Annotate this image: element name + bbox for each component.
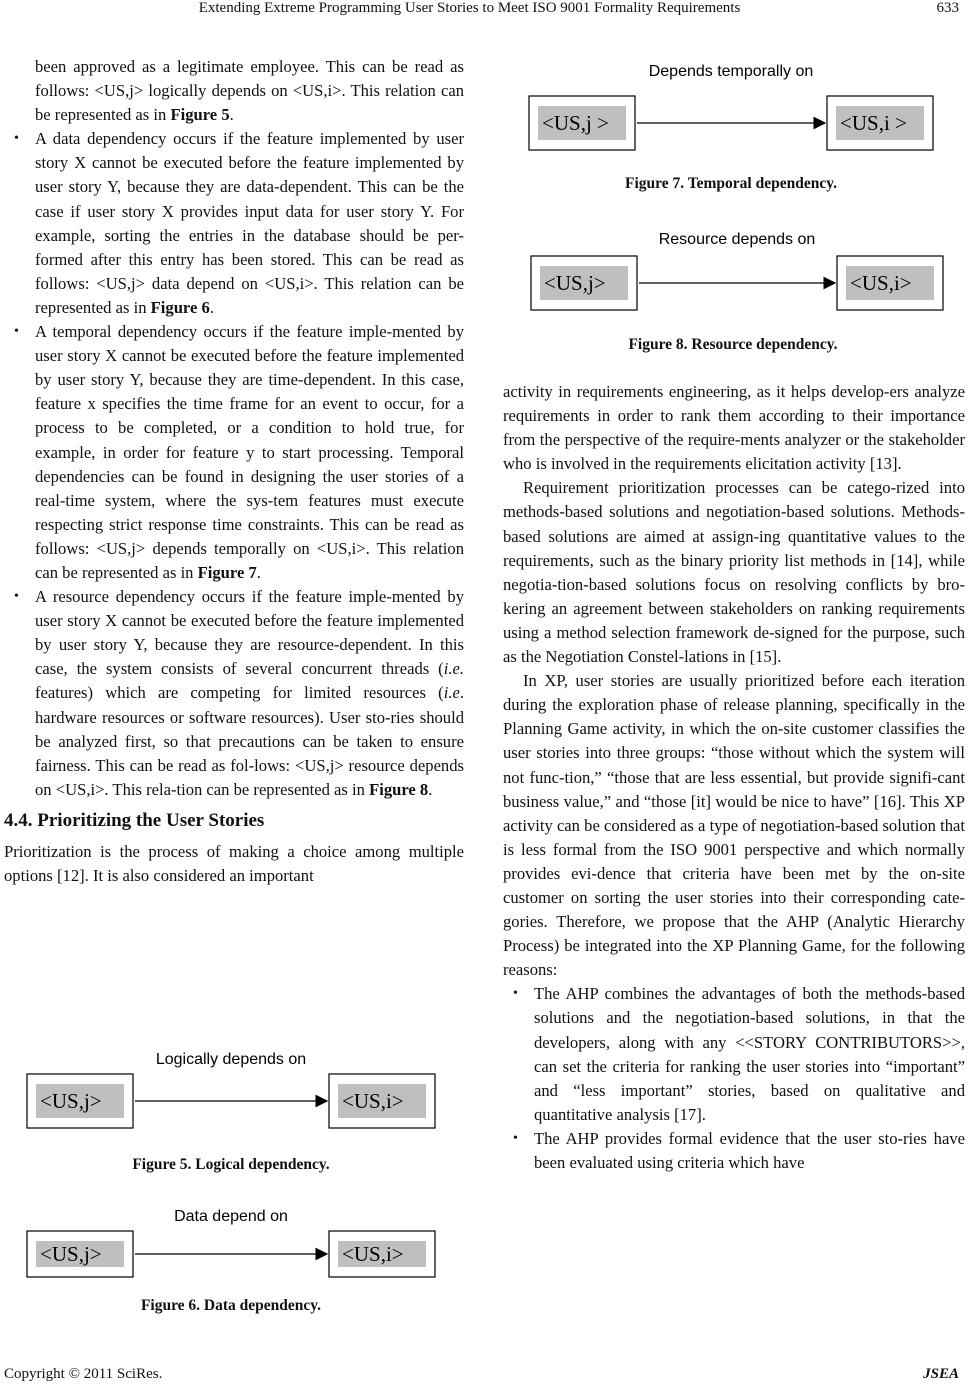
dependency-diagram xyxy=(530,226,944,312)
figure-5 xyxy=(26,1046,436,1130)
bullet-data-dependency: • A data dependency occurs if the feature implemented by user story X cannot be executed before the feature implemented by user story Y, because they are data-dependent. This can be the case if user story X provides input data for user story Y. For example, sorting the entries in the database should be per-formed after this entry has been stored. This can be read as follows: <US,j> data depend on <US,i>. This relation can be represented as in Figure 6. xyxy=(4,127,464,320)
dependency-diagram xyxy=(26,1046,436,1130)
continued-paragraph: been approved as a legitimate employee. This can be read as follows: <US,j> logically depends on <US,i>. This relation can be represented as in Figure 5. xyxy=(35,57,464,125)
copyright-notice: Copyright © 2011 SciRes. xyxy=(4,1366,163,1382)
bullet-resource-dependency: • A resource dependency occurs if the feature imple-mented by user story X cannot be executed before the feature implemented by user story Y, because they are resource-dependent. In this case, the system consists of several concurrent threads (i.e. features) which are competing for limited resources (i.e. hardware resources or software resources). User sto-ries should be analyzed first, so that precautions can be taken to ensure fairness. This can be read as fol-lows: <US,j> resource depends on <US,i>. This rela-tion can be represented as in Figure 8. xyxy=(4,585,464,802)
left-column xyxy=(4,55,464,888)
running-title: Extending Extreme Programming User Stories to Meet ISO 9001 Formality Requirements xyxy=(198,0,741,16)
relation-label: Resource depends on xyxy=(658,231,816,248)
paragraph-activity: activity in requirements engineering, as it helps develop-ers analyze requirements in order to rank them according to their importance from the perspective of the require-ments analyzer or the stakeholder who is involved in the requirements elicitation activity [13]. xyxy=(503,382,965,474)
right-node-label: <US,i> xyxy=(342,1089,404,1113)
figure-6-caption: Figure 6. Data dependency. xyxy=(140,1297,322,1314)
dependency-diagram xyxy=(26,1203,436,1279)
section-heading: 4.4. Prioritizing the User Stories xyxy=(4,809,265,831)
left-node-label: <US,j> xyxy=(40,1089,102,1113)
bullet-temporal-dependency: • A temporal dependency occurs if the feature imple-mented by user story X cannot be executed before the feature implemented by user story Y, because they are time-dependent. In this case, feature x specifies the time frame for an event to occur, for a process to be completed, or a condition to hold true, for example, in order for feature y to start processing. Temporal dependencies can be found in designing the user stories of a real-time system, where the sys-tem features must execute respecting strict response time constraints. This can be read as follows: <US,j> depends temporally on <US,i>. This relation can be represented as in Figure 7. xyxy=(4,320,464,585)
left-node-label: <US,j > xyxy=(542,111,609,135)
bullet-ahp-combines: • The AHP combines the advantages of both the methods-based solutions and the negotiation-based solutions, in that the developers, along with any <<STORY CONTRIBUTORS>>, can set the criteria for ranking the user stories into “important” and “less important” stories, based on qualitative and quantitative analysis [17]. xyxy=(503,982,965,1127)
figure-7 xyxy=(528,58,934,152)
relation-label: Depends temporally on xyxy=(648,63,814,80)
dependency-diagram xyxy=(528,58,934,152)
right-node-label: <US,i > xyxy=(840,111,907,135)
figure-7-caption: Figure 7. Temporal dependency. xyxy=(625,175,837,192)
relation-label: Logically depends on xyxy=(155,1051,307,1068)
left-node-label: <US,j> xyxy=(40,1242,102,1266)
figure-8-caption: Figure 8. Resource dependency. xyxy=(628,336,838,353)
right-node-label: <US,i> xyxy=(850,271,912,295)
dependency-bullet-list xyxy=(4,127,464,802)
bullet-ahp-evidence: • The AHP provides formal evidence that the user sto-ries have been evaluated using criteria which have xyxy=(503,1127,965,1175)
paragraph-xp: In XP, user stories are usually prioritized before each iteration during the exploration phase of release planning, specifically in the Planning Game activity, in which the on-site customer classifies the user stories into three groups: “those without which the system will not func-tion,” “those that are less essential, but provide signifi-cant business value,” and “those [it] would be nice to have” [16]. This XP activity can be considered as a type of negotiation-based solution that is less formal from the ISO 9001 perspective and which normally provides evi-dence that criteria have been met by the on-site customer on sorting the user stories into their corresponding cate-gories. Therefore, we propose that the AHP (Analytic Hierarchy Process) be integrated into the XP Planning Game, for the following reasons: xyxy=(503,671,965,980)
running-header xyxy=(0,0,969,22)
paragraph-prioritization: Requirement prioritization processes can be catego-rized into methods-based solutions and negotiation-based solutions. Methods-based solutions are aimed at assign-ing quantitative values to the requirements, such as the binary priority list methods in [14], while negotia-tion-based solutions focus on resolving conflicts by bro-kering an agreement between stakeholders on ranking requirements using a method selection framework de-signed for the purpose, such as the Negotiation Constel-lations in [15]. xyxy=(503,478,965,667)
journal-name: JSEA xyxy=(923,1366,959,1382)
ahp-bullet-list xyxy=(503,982,965,1175)
right-column xyxy=(503,380,965,1175)
figure-5-caption: Figure 5. Logical dependency. xyxy=(132,1156,330,1173)
relation-label: Data depend on xyxy=(174,1208,288,1225)
right-node-label: <US,i> xyxy=(342,1242,404,1266)
section-paragraph: Prioritization is the process of making a choice among multiple options [12]. It is also considered an important xyxy=(4,841,464,885)
figure-6 xyxy=(26,1203,436,1279)
left-node-label: <US,j> xyxy=(544,271,606,295)
page-number: 633 xyxy=(936,0,959,16)
figure-8 xyxy=(530,226,944,312)
